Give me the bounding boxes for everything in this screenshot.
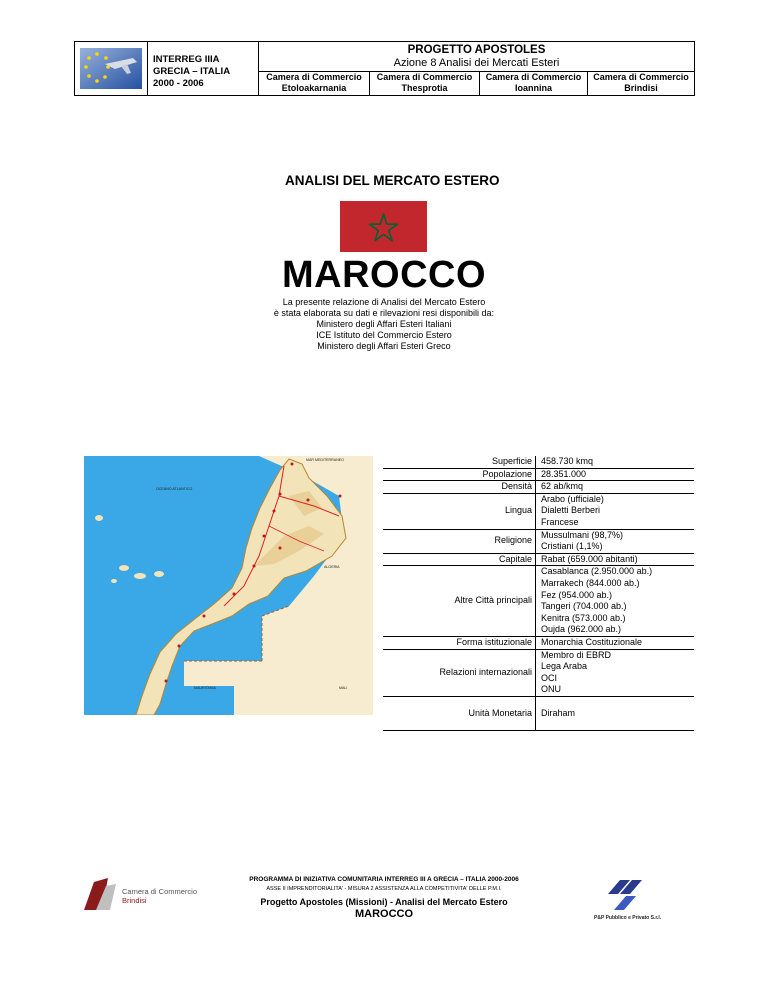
- facts-row: [383, 566, 694, 578]
- fact-value: OCI: [541, 672, 558, 683]
- facts-row: [383, 696, 694, 731]
- facts-row: [383, 468, 694, 481]
- fact-label: Densità: [383, 481, 536, 494]
- map-image: [84, 456, 373, 715]
- facts-row: [383, 456, 694, 468]
- intro-line: La presente relazione di Analisi del Mercato Estero: [282, 297, 486, 307]
- fact-value: Rabat (659.000 abitanti): [536, 553, 695, 566]
- program-label: [147, 42, 259, 95]
- morocco-map: [84, 456, 373, 715]
- chamber-line: Camera di Commercio: [485, 72, 582, 82]
- country-facts-table: [383, 456, 694, 731]
- intro-line: Ministero degli Affari Esteri Italiani: [316, 319, 452, 329]
- chamber-brindisi: [588, 71, 694, 95]
- fact-value: Marrakech (844.000 ab.): [541, 577, 640, 588]
- fact-label: Relazioni internazionali: [383, 649, 536, 696]
- chamber-line: Camera di Commercio: [376, 72, 473, 82]
- chamber-name: Etoloakarnania: [281, 83, 347, 93]
- facts-row: [383, 649, 694, 661]
- fact-value: Francese: [541, 516, 579, 527]
- header-table: [74, 41, 695, 96]
- fact-value: Kenitra (573.000 ab.): [541, 612, 626, 623]
- facts-row: [383, 481, 694, 494]
- program-line: INTERREG IIIA: [153, 54, 220, 65]
- map-label-mali: MALI: [339, 686, 348, 690]
- project-title-cell: [259, 42, 694, 72]
- intro-line: Ministero degli Affari Esteri Greco: [317, 341, 451, 351]
- pentagram-star-icon: [340, 201, 427, 252]
- facts-row: [383, 493, 694, 505]
- logo-text-line1: Camera di Commercio: [122, 887, 198, 896]
- chamber-name: Brindisi: [624, 83, 658, 93]
- eu-flag-icon: [75, 42, 147, 95]
- footer-project: Progetto Apostoles (Missioni) - Analisi del Mercato Estero: [260, 897, 508, 907]
- fact-label: Lingua: [383, 493, 536, 529]
- chamber-name: Ioannina: [514, 83, 552, 93]
- chamber-thesprotia: [370, 71, 480, 95]
- fact-value: Arabo (ufficiale): [536, 493, 695, 505]
- chamber-line: Camera di Commercio: [593, 72, 689, 82]
- fact-value: Casablanca (2.950.000 ab.): [536, 566, 695, 578]
- fact-label: Unità Monetaria: [383, 696, 536, 731]
- pp-logo: [590, 876, 680, 924]
- footer-country: MAROCCO: [354, 908, 414, 920]
- fact-value: 62 ab/kmq: [536, 481, 695, 494]
- fact-value: Lega Araba: [541, 661, 588, 672]
- intro-line: ICE Istituto del Commercio Estero: [316, 330, 452, 340]
- program-line: 2000 - 2006: [153, 78, 204, 89]
- facts-row: [383, 636, 694, 649]
- chamber-name: Thesprotia: [401, 83, 448, 93]
- fact-value: Oujda (962.000 ab.): [541, 624, 622, 635]
- project-title: PROGETTO APOSTOLES: [407, 44, 546, 56]
- fact-value: Diraham: [536, 696, 695, 731]
- fact-label: Forma istituzionale: [383, 636, 536, 649]
- pp-logo-icon: [590, 876, 680, 924]
- chamber-line: Camera di Commercio: [266, 72, 362, 82]
- fact-label: Religione: [383, 529, 536, 553]
- fact-value: Cristiani (1,1%): [541, 541, 603, 552]
- facts-row: [383, 529, 694, 541]
- footer-axis: ASSE II IMPRENDITORIALITA' - MISURA 2 ASSISTENZA ALLA COMPETITIVITA' DELLE P.M.I.: [266, 886, 502, 892]
- fact-value: Membro di EBRD: [536, 649, 695, 661]
- fact-value: Fez (954.000 ab.): [541, 589, 613, 600]
- fact-value: ONU: [541, 684, 561, 695]
- fact-label: Superficie: [383, 456, 536, 468]
- fact-value: 28.351.000: [536, 468, 695, 481]
- fact-label: Popolazione: [383, 468, 536, 481]
- interreg-logo: [75, 42, 148, 95]
- map-label-mediterranean: MAR MEDITERRANEO: [306, 458, 344, 462]
- map-label-mauritania: MAURITANIA: [194, 686, 216, 690]
- intro-line: è stata elaborata su dati e rilevazioni resi disponibili da:: [273, 308, 495, 318]
- fact-value: Tangeri (704.000 ab.): [541, 601, 627, 612]
- footer-program: PROGRAMMA DI INIZIATIVA COMUNITARIA INTERREG III A GRECIA – ITALIA 2000-2006: [249, 876, 519, 883]
- intro-text: [0, 297, 768, 352]
- facts-row: [383, 553, 694, 566]
- chamber-ioannina: [480, 71, 588, 95]
- pp-logo-text: P&P Pubblico e Privato S.r.l.: [594, 915, 662, 921]
- fact-label: Altre Città principali: [383, 566, 536, 637]
- fact-value: Mussulmani (98,7%): [536, 529, 695, 541]
- chamber-etoloakarnania: [259, 71, 370, 95]
- fact-value: 458.730 kmq: [541, 456, 594, 466]
- project-subtitle: Azione 8 Analisi dei Mercati Esteri: [393, 57, 560, 69]
- logo-text-line2: Brindisi: [122, 896, 147, 905]
- fact-value: Monarchia Costituzionale: [536, 636, 695, 649]
- fact-label: Capitale: [383, 553, 536, 566]
- program-line: GRECIA – ITALIA: [153, 66, 231, 77]
- section-title: ANALISI DEL MERCATO ESTERO: [285, 173, 500, 188]
- fact-value: Dialetti Berberi: [541, 505, 601, 516]
- map-label-ocean: OCEANO ATLANTICO: [156, 487, 193, 491]
- map-label-algeria: ALGERIA: [324, 565, 340, 569]
- country-title: MAROCCO: [281, 254, 487, 296]
- morocco-flag: [340, 201, 427, 252]
